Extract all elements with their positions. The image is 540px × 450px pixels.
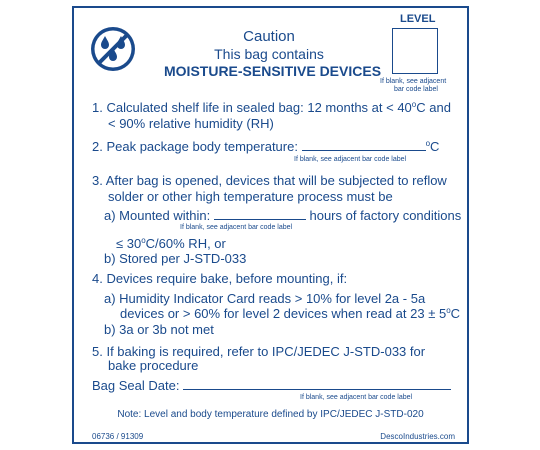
level-note-1: If blank, see adjacent <box>380 78 447 85</box>
item-4b-line: b) 3a or 3b not met <box>104 322 214 337</box>
level-label: LEVEL <box>400 13 436 25</box>
moisture-sensitive-heading: MOISTURE-SENSITIVE DEVICES <box>164 63 382 79</box>
item-3a-line: a) Mounted within: hours of factory conditions <box>104 208 462 223</box>
bag-contains-text: This bag contains <box>214 46 324 62</box>
item-3a-condition: ≤ $30^oC/60\%$ RH, or <box>116 236 226 251</box>
item-3b-line: b) Stored per J-STD-033 <box>104 251 247 266</box>
item-3a-note: If blank, see adjacent bar code label <box>180 224 293 231</box>
part-number: 06736 / 91309 <box>92 432 144 441</box>
website: DescoIndustries.com <box>380 432 455 441</box>
item-1-line-2: < 90% relative humidity (RH) <box>108 116 274 131</box>
bag-seal-date-line: Bag Seal Date: <box>92 377 451 394</box>
item-4a-line-1: a) Humidity Indicator Card reads > 10% for level 2a - 5a <box>104 291 426 306</box>
level-note-2: bar code label <box>394 86 438 93</box>
no-water-drops-icon <box>88 24 138 74</box>
item-5-line-1: 5. If baking is required, refer to IPC/JEDEC J-STD-033 for <box>92 344 426 359</box>
item-5-line-2: bake procedure <box>108 358 199 373</box>
item-4a-line-2: devices or > 60% for level 2 devices when read at $23 \pm 5^oC$ <box>120 306 461 321</box>
item-1-line-1: 1. Calculated shelf life in sealed bag: 12 months at < $40^oC$ and <box>92 100 451 115</box>
msd-caution-label <box>72 6 469 444</box>
item-3-line-2: solder or other high temperature process must be <box>108 189 393 204</box>
item-2-note: If blank, see adjacent bar code label <box>294 156 407 163</box>
item-4-line-1: 4. Devices require bake, before mounting, if: <box>92 271 348 286</box>
item-2-line: 2. Peak package body temperature: $^o$C <box>92 139 440 154</box>
item-3-line-1: 3. After bag is opened, devices that will be subjected to reflow <box>92 173 447 188</box>
standard-note: Note: Level and body temperature defined by IPC/JEDEC J-STD-020 <box>117 409 424 420</box>
caution-heading: Caution <box>243 28 295 45</box>
level-box <box>392 28 438 74</box>
bag-seal-date-note: If blank, see adjacent bar code label <box>300 394 413 401</box>
